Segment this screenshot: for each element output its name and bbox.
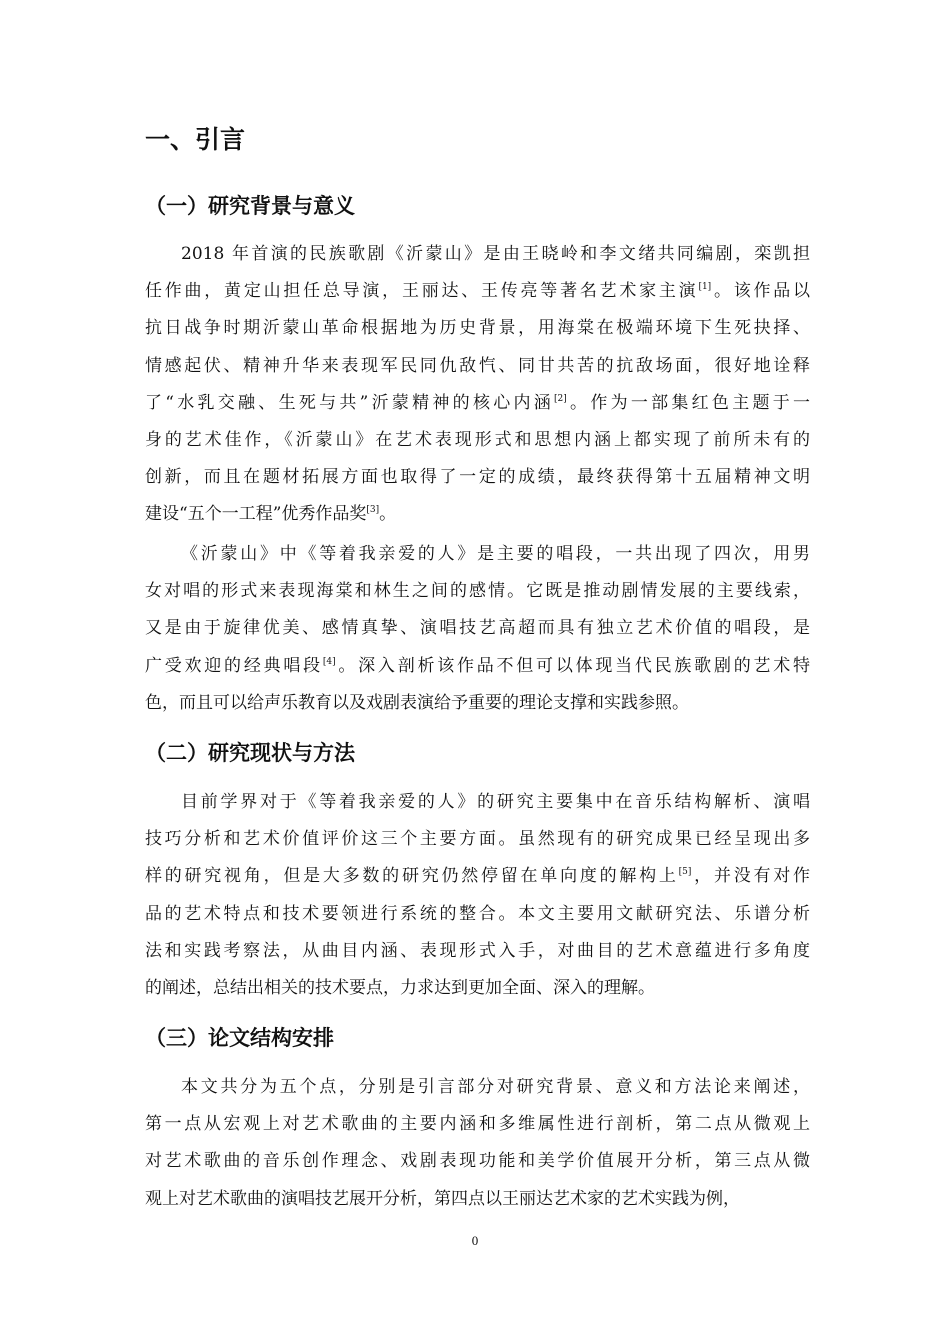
text-line — [145, 236, 810, 273]
text-segment: 观上对艺术歌曲的演唱技艺展开分析，第四点以王丽达艺术家的艺术实践为例， — [145, 1188, 740, 1209]
text-segment: 。该作品以 — [711, 281, 811, 302]
text-segment: 任作曲，黄定山担任总导演，王丽达、王传亮等著名艺术家主演 — [145, 281, 699, 302]
text-line — [145, 933, 810, 970]
text-line — [145, 348, 810, 385]
text-segment: 建设“五个一工程”优秀作品奖 — [145, 504, 367, 525]
paragraph-structure — [145, 1069, 810, 1218]
text-line — [145, 685, 810, 722]
text-segment: 第一点从宏观上对艺术歌曲的主要内涵和多维属性进行剖析，第二点从微观上 — [145, 1114, 810, 1135]
text-line — [145, 573, 810, 610]
text-line — [145, 821, 810, 858]
text-segment: 法和实践考察法，从曲目内涵、表现形式入手，对曲目的艺术意蕴进行多角度 — [145, 940, 810, 961]
text-segment: 对艺术歌曲的音乐创作理念、戏剧表现功能和美学价值展开分析，第三点从微 — [145, 1151, 810, 1172]
paragraph-background-2 — [145, 536, 810, 722]
text-segment: 女对唱的形式来表现海棠和林生之间的感情。它既是推动剧情发展的主要线索， — [145, 581, 810, 602]
citation-marker: [2] — [554, 393, 567, 404]
text-segment: 目前学界对于《等着我亲爱的人》的研究主要集中在音乐结构解析、演唱 — [181, 792, 810, 812]
text-segment: 本文共分为五个点，分别是引言部分对研究背景、意义和方法论来阐述， — [181, 1077, 810, 1097]
citation-marker: [1] — [698, 282, 712, 293]
text-segment: 广受欢迎的经典唱段 — [145, 655, 323, 676]
text-line — [145, 385, 810, 422]
text-segment: 。 — [379, 504, 397, 525]
paragraph-status — [145, 784, 810, 1007]
text-line — [145, 422, 810, 459]
text-segment: 色，而且可以给声乐教育以及戏剧表演给予重要的理论支撑和实践参照。 — [145, 692, 689, 713]
text-segment: 了“水乳交融、生死与共”沂蒙精神的核心内涵 — [145, 392, 555, 413]
text-segment: 《沂蒙山》中《等着我亲爱的人》是主要的唱段，一共出现了四次，用男 — [181, 544, 810, 564]
text-line — [145, 1106, 810, 1143]
section-heading-structure: （三）论文结构安排 — [145, 1026, 334, 1050]
text-segment: 抗日战争时期沂蒙山革命根据地为历史背景，用海棠在极端环境下生死抉择、 — [145, 318, 810, 339]
text-segment: 的阐述，总结出相关的技术要点，力求达到更加全面、深入的理解。 — [145, 977, 655, 998]
text-segment: 2018 年首演的民族歌剧《沂蒙山》是由王晓岭和李文绪共同编剧，栾凯担 — [181, 244, 810, 264]
text-segment: ，并没有对作 — [691, 866, 811, 887]
text-line — [145, 310, 810, 347]
text-segment: 创新，而且在题材拓展方面也取得了一定的成绩，最终获得第十五届精神文明 — [145, 467, 810, 488]
text-line — [145, 459, 810, 496]
text-line — [145, 496, 810, 533]
text-segment: 。深入剖析该作品不但可以体现当代民族歌剧的艺术特 — [335, 655, 811, 676]
citation-marker: [5] — [678, 867, 692, 878]
text-line — [145, 1181, 810, 1218]
paragraph-background-1 — [145, 236, 810, 534]
text-line — [145, 1069, 810, 1106]
text-segment: 品的艺术特点和技术要领进行系统的整合。本文主要用文献研究法、乐谱分析 — [145, 903, 810, 924]
text-line — [145, 610, 810, 647]
text-line — [145, 970, 810, 1007]
text-line — [145, 858, 810, 895]
text-segment: 身的艺术佳作，《沂蒙山》在艺术表现形式和思想内涵上都实现了前所未有的 — [145, 429, 810, 450]
text-line — [145, 784, 810, 821]
text-line — [145, 273, 810, 310]
chapter-heading: 一、引言 — [145, 125, 246, 154]
citation-marker: [4] — [322, 656, 336, 667]
text-line — [145, 648, 810, 685]
text-segment: 样的研究视角，但是大多数的研究仍然停留在单向度的解构上 — [145, 866, 679, 887]
section-heading-status: （二）研究现状与方法 — [145, 741, 355, 765]
text-segment: 。作为一部集红色主题于一 — [566, 392, 811, 413]
text-segment: 又是由于旋律优美、感情真挚、演唱技艺高超而具有独立艺术价值的唱段，是 — [145, 618, 810, 639]
text-line — [145, 1143, 810, 1180]
text-line — [145, 536, 810, 573]
text-segment: 技巧分析和艺术价值评价这三个主要方面。虽然现有的研究成果已经呈现出多 — [145, 829, 810, 850]
text-line — [145, 896, 810, 933]
page-number: 0 — [471, 1233, 479, 1248]
text-segment: 情感起伏、精神升华来表现军民同仇敌忾、同甘共苦的抗敌场面，很好地诠释 — [145, 355, 810, 376]
citation-marker: [3] — [366, 505, 380, 516]
section-heading-background: （一）研究背景与意义 — [145, 194, 355, 218]
